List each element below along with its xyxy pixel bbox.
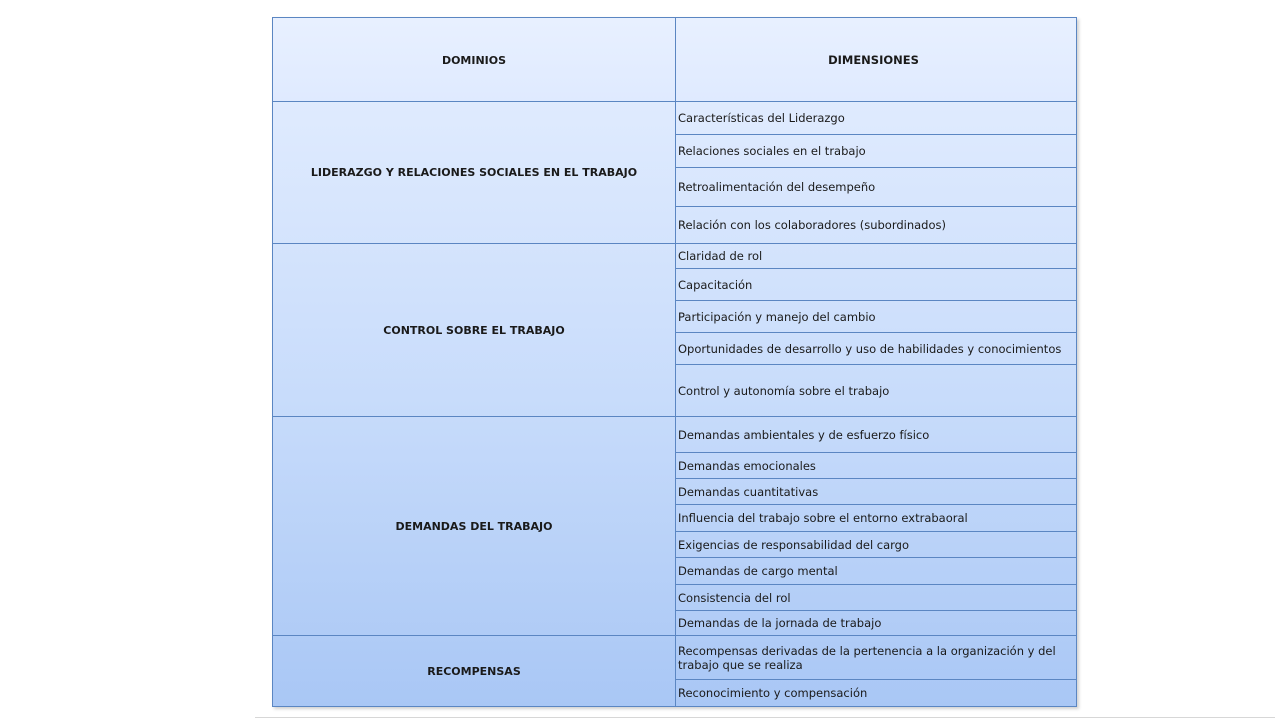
dimension-row: Retroalimentación del desempeño [676,168,1077,207]
column-divider [675,18,676,706]
dimension-row: Participación y manejo del cambio [676,301,1077,333]
domain-cell-demandas: DEMANDAS DEL TRABAJO [273,417,675,636]
dimension-row: Claridad de rol [676,244,1077,269]
dimension-row: Control y autonomía sobre el trabajo [676,365,1077,417]
dimensions-control [676,244,1077,417]
dimensions-demandas [676,417,1077,636]
dimension-row: Recompensas derivadas de la pertenencia a la organización y del trabajo que se realiza [676,636,1077,680]
dimensions-recompensas [676,636,1077,706]
dimension-row: Exigencias de responsabilidad del cargo [676,532,1077,558]
domains-dimensions-table [272,17,1077,707]
domain-cell-recompensas: RECOMPENSAS [427,664,521,678]
dimension-row: Oportunidades de desarrollo y uso de habilidades y conocimientos [676,333,1077,365]
dimension-row: Demandas de cargo mental [676,558,1077,585]
dimension-row: Demandas ambientales y de esfuerzo físico [676,417,1077,453]
page-bottom-rule [255,717,1275,718]
dimension-row: Demandas de la jornada de trabajo [676,611,1077,636]
header-domains: DOMINIOS [441,53,507,67]
dimension-row: Características del Liderazgo [676,102,1077,135]
dimension-row: Relaciones sociales en el trabajo [676,135,1077,168]
dimension-row: Reconocimiento y compensación [678,686,868,700]
domain-cell-control: CONTROL SOBRE EL TRABAJO [273,244,675,417]
dimension-row: Influencia del trabajo sobre el entorno extrabaoral [676,505,1077,532]
dimension-row: Capacitación [676,269,1077,301]
dimension-row: Demandas cuantitativas [676,479,1077,505]
dimensions-liderazgo [676,102,1077,244]
dimension-row: Demandas emocionales [676,453,1077,479]
dimension-row: Consistencia del rol [676,585,1077,611]
dimension-row: Relación con los colaboradores (subordinados) [676,207,1077,244]
header-dimensions: DIMENSIONES [676,18,1077,102]
domain-cell-liderazgo: LIDERAZGO Y RELACIONES SOCIALES EN EL TRABAJO [273,102,675,244]
